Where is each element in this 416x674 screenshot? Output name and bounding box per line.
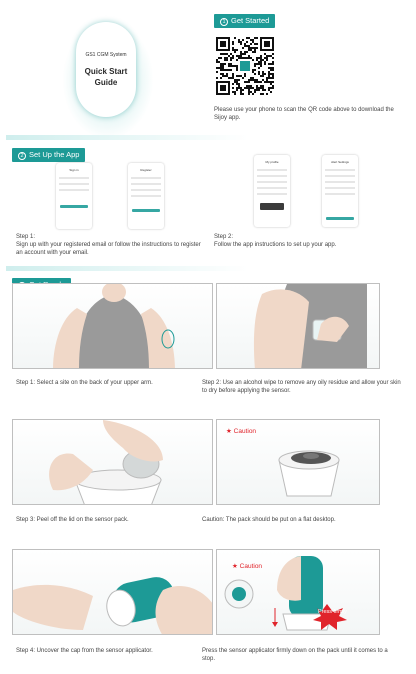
caution-star-icon: ★: [232, 563, 238, 570]
ready-caption-2: Step 2: Use an alcohol wipe to remove any oily residue and allow your skin to dry before applying the sensor.: [202, 380, 401, 394]
app-step2-title: Step 2:: [214, 234, 234, 240]
illustration-select-site: [12, 283, 213, 369]
section-number: 2: [18, 152, 26, 160]
ready-caption-3: Step 3: Peel off the lid on the sensor pack.: [16, 517, 129, 523]
get-started-tag: [214, 14, 275, 28]
section-label: Set Up the App: [29, 150, 80, 159]
caution-label: [226, 427, 256, 435]
ready-caption-6: Press the sensor applicator firmly down on the pack until it comes to a stop.: [202, 648, 388, 662]
phone-title: Alert Settings: [331, 160, 349, 164]
cover-subtitle: GS1 CGM System: [85, 52, 127, 58]
phone-alert-settings: [322, 155, 358, 227]
section-number: 1: [220, 18, 228, 26]
app-step1-title: Step 1:: [16, 234, 36, 240]
press-firmly-badge: Press firmly: [318, 609, 347, 615]
illustration-peel-lid: [12, 419, 213, 505]
ready-caption-1: Step 1: Select a site on the back of your upper arm.: [16, 380, 153, 386]
caution-star-icon: ★: [226, 428, 232, 435]
qr-note: Please use your phone to scan the QR code above to download the Sijoy app.: [214, 107, 394, 121]
phone-sign-in: [56, 163, 92, 229]
illustration-uncover-cap: [12, 549, 213, 635]
qr-code: [216, 37, 274, 95]
phone-my-profile: [254, 155, 290, 227]
app-step1-text: Sign up with your registered email or follow the instructions to register an account with your email.: [16, 242, 201, 256]
ready-caption-4: Caution: The pack should be put on a flat desktop.: [202, 517, 336, 523]
caution-text: Caution: [239, 563, 263, 570]
illustration-alcohol-wipe: [216, 283, 380, 369]
divider-band: [6, 135, 410, 140]
cover-title-line2: Guide: [94, 78, 118, 87]
phone-title: Sign in: [69, 168, 79, 172]
phone-register: [128, 163, 164, 229]
ready-caption-5: Step 4: Uncover the cap from the sensor applicator.: [16, 648, 153, 654]
phone-title: My profile: [265, 160, 279, 164]
caution-label: [232, 562, 262, 570]
cover-title-line1: Quick Start: [84, 67, 128, 76]
app-step2-text: Follow the app instructions to set up your app.: [214, 242, 337, 248]
divider-band: [6, 266, 410, 271]
set-up-app-tag: [12, 148, 85, 162]
section-label: Get Started: [231, 16, 270, 25]
cover-pill: [76, 22, 136, 117]
phone-title: Register: [140, 168, 152, 172]
caution-text: Caution: [233, 428, 257, 435]
